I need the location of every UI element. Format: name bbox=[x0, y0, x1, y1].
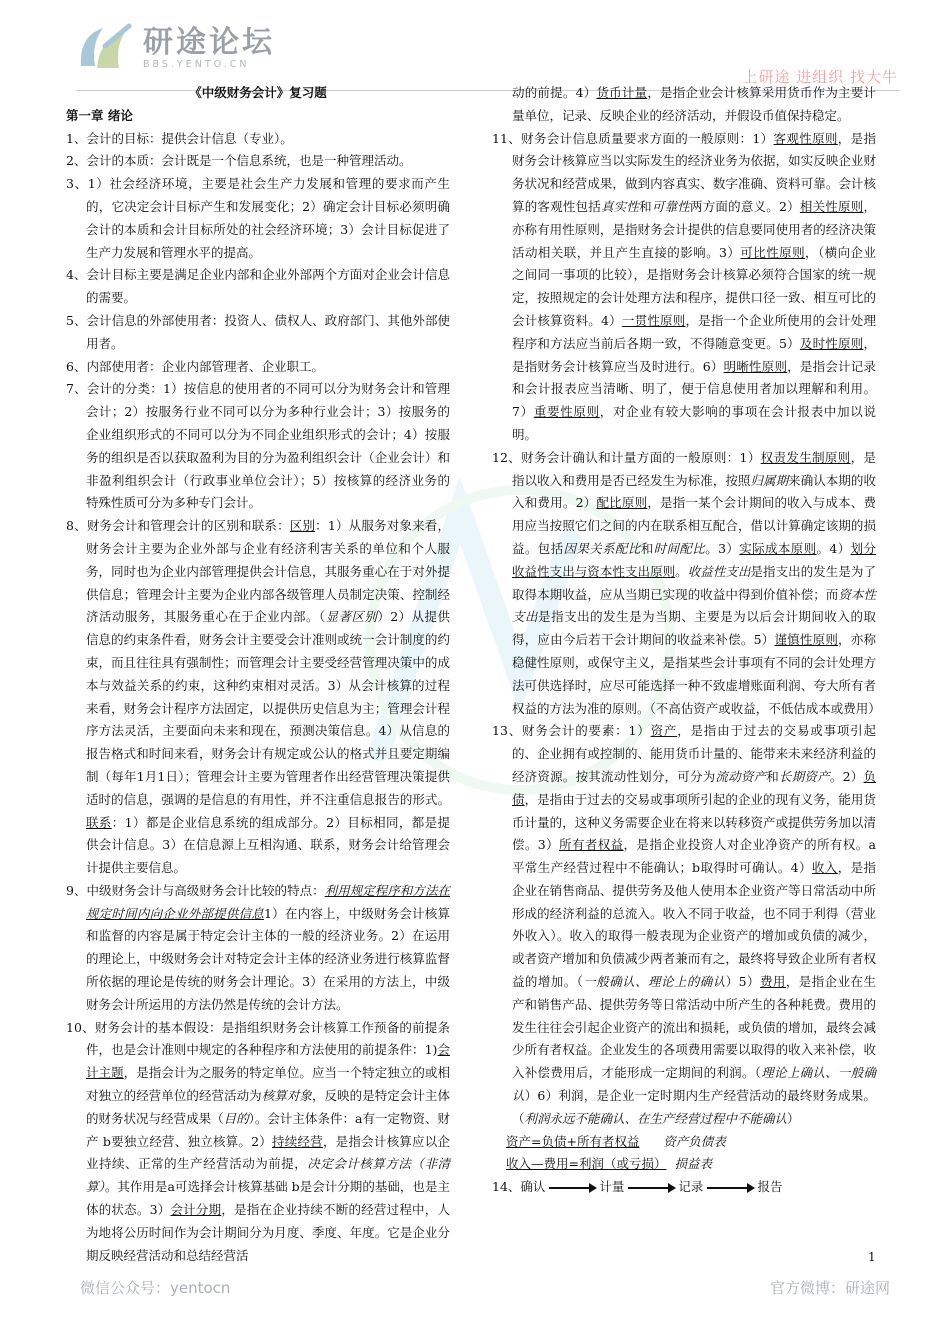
emphasis: 显著区别 bbox=[325, 609, 378, 625]
text: ，是指以收入和费用是否已经发生为标准，按照 bbox=[512, 449, 876, 488]
logo-url: BBS.YENTO.CN bbox=[143, 58, 250, 70]
step-report: 报告 bbox=[757, 1179, 783, 1195]
text: ，是指企业在销售商品、提供劳务及他人使用本企业资产等日常活动中所形成的经济利益的总流入。收入不同于收益，也不同于利得（营业外收入）。收入的取得一般表现为企业资产的增加或负债的减少，或者资产增加和负债减少两者兼而有之，最终将导致企业所有者权益的增加。（ bbox=[512, 860, 876, 990]
right-column bbox=[492, 82, 881, 1199]
text: 。 bbox=[675, 563, 688, 579]
term: 权责发生制原则 bbox=[760, 449, 851, 465]
emphasis: 决定会计核算方法（非清算） bbox=[86, 1156, 450, 1195]
term: 配比原则 bbox=[596, 495, 648, 511]
text: 是指支出的发生是为当期、主要是为以后会计期间收入的取得，应由今后若干会计期间的收益来补偿。5） bbox=[512, 609, 876, 648]
text: ） bbox=[787, 1110, 800, 1126]
text: 11、财务会计信息质量要求方面的一般原则：1） bbox=[492, 130, 774, 146]
formula-income-statement bbox=[492, 1153, 876, 1176]
text: ，是指在企业持续不断的经营过程中，人为地将公历时间作为会计期间分为月度、季度、年度。它是企业分期反映经营活动和总结经营活 bbox=[86, 1202, 450, 1263]
item-9 bbox=[66, 880, 450, 1017]
site-logo bbox=[75, 22, 275, 74]
chapter-heading: 第一章 绪论 bbox=[66, 107, 133, 123]
term: 会计分期 bbox=[170, 1202, 222, 1218]
step-measure: 计量 bbox=[599, 1179, 625, 1195]
text: 8、财务会计和管理会计的区别和联系： bbox=[66, 518, 290, 534]
emphasis: 时间配比 bbox=[653, 540, 706, 556]
item-13 bbox=[492, 720, 876, 1130]
text: 是指支出的发生是为了取得本期收益，应从当期已实现的收益中得到价值补偿；而 bbox=[512, 563, 876, 602]
emphasis: 理论上确认、一般确认 bbox=[512, 1065, 876, 1104]
item-7: 7、会计的分类：1）按信息的使用者的不同可以分为财务会计和管理会计；2）按服务行业不同可以分为多种行业会计；3）按服务的企业组织形式的不同可以分为不同企业组织形式的会计；4）按服务的组织是否以获取盈利为目的分为盈利组织会计（企业会计）和非盈利组织会计（行政事业单位会计）；5）按核算的经济业务的特殊性质可分为多种专门会计。 bbox=[66, 381, 450, 511]
step-confirm: 14、确认 bbox=[492, 1179, 546, 1195]
text: 10、财务会计的基本假设：是指组织财务会计核算工作预备的前提条件，也是会计准则中规定的各种程序和方法使用的前提条件：1) bbox=[66, 1019, 450, 1058]
emphasis: 可靠性 bbox=[651, 198, 690, 214]
arrow-right-icon bbox=[549, 1187, 595, 1189]
text: 。3） bbox=[705, 540, 740, 556]
item-1: 1、会计的目标：提供会计信息（专业）。 bbox=[66, 130, 293, 146]
text: 13、财务会计的要素：1） bbox=[492, 723, 651, 739]
term: 会计主题 bbox=[86, 1042, 450, 1081]
header-slogan: 上研途 进组织 找大牛 bbox=[742, 68, 898, 86]
text: ，是指由于过去的交易或事项引起的、企业拥有或控制的、能用货币计量的、能带来未来经济利益的经济资源。按其流动性划分，可分为 bbox=[512, 723, 876, 784]
term: 持续经营 bbox=[272, 1133, 323, 1149]
text: ，亦称有用性原则，是指财务会计提供的信息要同使用者的经济决策活动相关联，并且产生直接的影响。3） bbox=[512, 198, 876, 260]
step-record: 记录 bbox=[678, 1179, 704, 1195]
item-8 bbox=[66, 515, 450, 880]
text: ）6）利润，是企业一定时期内生产经营活动的最终财务成果。（ bbox=[512, 1088, 876, 1126]
term: 货币计量 bbox=[596, 85, 648, 100]
term: 可比性原则 bbox=[740, 244, 806, 260]
text: 和 bbox=[639, 198, 652, 214]
term: 及时性原则 bbox=[799, 335, 864, 351]
item-5: 5、会计信息的外部使用者：投资人、债权人、政府部门、其他外部使用者。 bbox=[66, 312, 450, 351]
text: ）5） bbox=[725, 974, 760, 990]
term: 所有者权益 bbox=[559, 837, 624, 853]
term: 划分收益性支出与资本性支出原则 bbox=[512, 540, 876, 579]
formula-balance-sheet bbox=[492, 1131, 876, 1154]
text: ）。会计主体条件：a有一定物资、财产 b要独立经营、独立核算。2） bbox=[86, 1110, 450, 1149]
left-column bbox=[66, 82, 450, 1267]
term: 谨慎性原则 bbox=[774, 632, 839, 648]
item-4: 4、会计目标主要是满足企业内部和企业外部两个方面对企业会计信息的需要。 bbox=[66, 267, 450, 306]
formula-text: 资产=负债+所有者权益 bbox=[506, 1133, 640, 1149]
text: 动的前提。4） bbox=[512, 85, 597, 100]
text: ）2）从提供信息的约束条件看，财务会计主要受会计准则或统一会计制度的约束，而且往往具有强制性；而管理会计主要受经营管理决策中的成本与效益关系的约束，这种约束相对灵活。3）从会计核算的过程来看，财务会计程序方法固定，以提供历史信息为主；管理会计程序方法灵活，主要面向未来和现在，预测决策信息。4）从信息的报告格式和时间来看，财务会计有规定或公认的格式并且要定期编制（每年1月1日）；管理会计主要为管理者作出经营管理决策提供适时的信息，强调的是信息的有用性，并不注重信息报告的形式。 bbox=[86, 609, 450, 807]
term: 负债 bbox=[512, 768, 876, 807]
formula-report: 损益表 bbox=[674, 1156, 712, 1172]
text: ，是指由于过去的交易或事项所引起的企业的现有义务，能用货币计量的，这种义务需要企业在将来以转移资产或提供劳务加以清偿。3） bbox=[512, 791, 876, 853]
emphasis: 因果关系配比 bbox=[563, 540, 641, 556]
emphasis: 目的 bbox=[223, 1110, 249, 1126]
text: 和 bbox=[766, 768, 779, 784]
item-10-continued bbox=[492, 82, 876, 128]
emphasis: 核算对象 bbox=[261, 1088, 312, 1104]
formula-report: 资产负债表 bbox=[663, 1133, 726, 1149]
footer-weibo: 官方微博：研途网 bbox=[769, 1279, 890, 1297]
term: 实际成本原则 bbox=[739, 540, 817, 556]
text: ，反映的是特定会计主体的财务状况与经营成果（ bbox=[86, 1088, 450, 1126]
emphasis: 一般确认、理论上的确认 bbox=[583, 974, 726, 990]
term: 明晰性原则 bbox=[723, 358, 788, 374]
item-12 bbox=[492, 447, 881, 721]
text: ，是指会计核算应以企业持续、正常的生产经营活动为前提， bbox=[86, 1133, 450, 1172]
term: 资产 bbox=[650, 723, 678, 739]
text: ：1）从服务对象来看，财务会计主要为企业外部与企业有经济利害关系的单位和个人服务，同时也为企业内部管理提供会计信息，其服务重心在于对外提供信息；管理会计主要为企业内部各级管理人员制定决策、控制经济活动服务，其服务重心在于企业内部。（ bbox=[86, 518, 450, 625]
item-11 bbox=[492, 128, 876, 447]
text: ，（横向企业之间同一事项的比较），是指财务会计核算必须符合国家的统一规定，按照规定的会计处理方法和程序，提供口径一致、相互可比的会计核算资料。4） bbox=[512, 244, 876, 328]
item-14 bbox=[492, 1176, 876, 1199]
text: ，是指财务会计核算应当以实际发生的经济业务为依据，如实反映企业财务状况和经营成果，做到内容真实、数字准确、资料可靠。会计核算的客观性包括 bbox=[512, 130, 876, 214]
text: ，是指会计记录和会计报表应当清晰、明了，便于信息使用者加以理解和利用。7） bbox=[512, 358, 876, 420]
term: 联系 bbox=[86, 814, 112, 830]
text: ，是指会计为之服务的特定单位。应当一个特定独立的或相对独立的经营单位的经营活动为 bbox=[86, 1065, 450, 1104]
emphasis: 利用规定程序和方法在规定时间内向企业外部提供信息 bbox=[86, 882, 450, 921]
text: ，是指财务会计核算应当及时进行。6） bbox=[512, 335, 876, 374]
term: 重要性原则 bbox=[533, 404, 600, 420]
text: 来确认本期的收入和费用。2） bbox=[512, 472, 876, 511]
text: 。4） bbox=[816, 540, 851, 556]
emphasis: 利润永远不能确认、在生产经营过程中不能确认 bbox=[524, 1110, 788, 1126]
arrow-right-icon bbox=[707, 1187, 753, 1189]
footer-wechat: 微信公众号：yentocn bbox=[80, 1279, 231, 1297]
text: ，是指企业投资人对企业净资产的所有权。a平常生产经营过程中不能确认；b取得时可确认。4） bbox=[512, 837, 876, 876]
emphasis: 收益性支出 bbox=[687, 563, 751, 579]
text: ，是指一个企业所使用的会计处理程序和方法应当前后各期一致，不得随意变更。5） bbox=[512, 312, 876, 351]
emphasis: 资本性支出 bbox=[512, 586, 876, 625]
emphasis: 流动资产 bbox=[715, 768, 767, 784]
term: 一贯性原则 bbox=[621, 312, 686, 328]
text: ，是指企业会计核算采用货币作为主要计量单位，记录、反映企业的经济活动，并假设币值保持稳定。 bbox=[512, 85, 876, 123]
item-6: 6、内部使用者：企业内部管理者、企业职工。 bbox=[66, 358, 324, 374]
item-10 bbox=[66, 1017, 450, 1268]
text: ：1）都是企业信息系统的组成部分。2）目标相同，都是提供会计信息。3）在信息源上互相沟通、联系，财务会计给管理会计提供主要信息。 bbox=[86, 814, 450, 876]
logo-name: 研途论坛 bbox=[143, 24, 275, 60]
term: 相关性原则 bbox=[799, 198, 864, 214]
text: 。其作用是a可选择会计核算基础 b是会计分期的基础，也是主体的状态。3） bbox=[86, 1179, 450, 1218]
text: 9、中级财务会计与高级财务会计比较的特点： bbox=[66, 882, 325, 898]
formula-text: 收入—费用=利润（或亏损） bbox=[506, 1156, 667, 1172]
emphasis: 真实性 bbox=[601, 198, 640, 214]
text: ，亦称稳健性原则，或保守主义，是指某些会计事项有不同的会计处理方法可供选择时，应尽可能选择一种不致虚增账面利润、夸大所有者权益的方法为准的原则。（不高估资产或收益，不低估成本或费用） bbox=[512, 632, 881, 716]
term: 区别 bbox=[289, 518, 316, 534]
text: 12、财务会计确认和计量方面的一般原则：1） bbox=[492, 449, 761, 465]
text: ，是指一某个会计期间的收入与成本、费用应当按照它们之间的内在联系相互配合，借以计算确定该期的损益。包括 bbox=[512, 495, 876, 556]
text: 两方面的意义。2） bbox=[690, 198, 800, 214]
item-3: 3、1）社会经济环境，主要是社会生产力发展和管理的要求而产生的，它决定会计目标产生和发展变化；2）确定会计目标必须明确会计的本质和会计目标所处的社会经济环境；3）会计目标促进了生产力发展和管理水平的提高。 bbox=[66, 176, 450, 260]
page-number: 1 bbox=[868, 1250, 876, 1264]
document-title: 《中级财务会计》复习题 bbox=[189, 85, 327, 100]
term: 客观性原则 bbox=[773, 130, 838, 146]
arrow-right-icon bbox=[628, 1187, 674, 1189]
logo-mark-icon bbox=[75, 22, 133, 74]
text: 。2） bbox=[829, 768, 864, 784]
text: ，是指企业在生产和销售产品、提供劳务等日常活动中所产生的各种耗费。费用的发生往往会引起企业资产的流出和损耗，或负债的增加，最终会减少所有者权益。企业发生的各项费用需要以取得的收入来补偿，收入补偿费用后，才能形成一定期间的利润。（ bbox=[512, 974, 876, 1081]
text: ，对企业有较大影响的事项在会计报表中加以说明。 bbox=[512, 404, 876, 442]
text: 和 bbox=[640, 540, 654, 556]
term: 收入 bbox=[811, 860, 838, 876]
emphasis: 归属期 bbox=[750, 472, 789, 488]
emphasis: 长期资产 bbox=[779, 768, 830, 784]
text: 1）在内容上，中级财务会计核算和监督的内容是属于特定会计主体的一般的经济业务。2）在运用的理论上，中级财务会计对特定会计主体的经济业务进行核算监督所依据的理论是传统的财务会计理论。3）在采用的方法上，中级财务会计所运用的方法仍然是传统的会计方法。 bbox=[86, 905, 450, 1012]
item-2: 2、会计的本质：会计既是一个信息系统，也是一种管理活动。 bbox=[66, 153, 412, 169]
term: 费用 bbox=[759, 974, 786, 990]
